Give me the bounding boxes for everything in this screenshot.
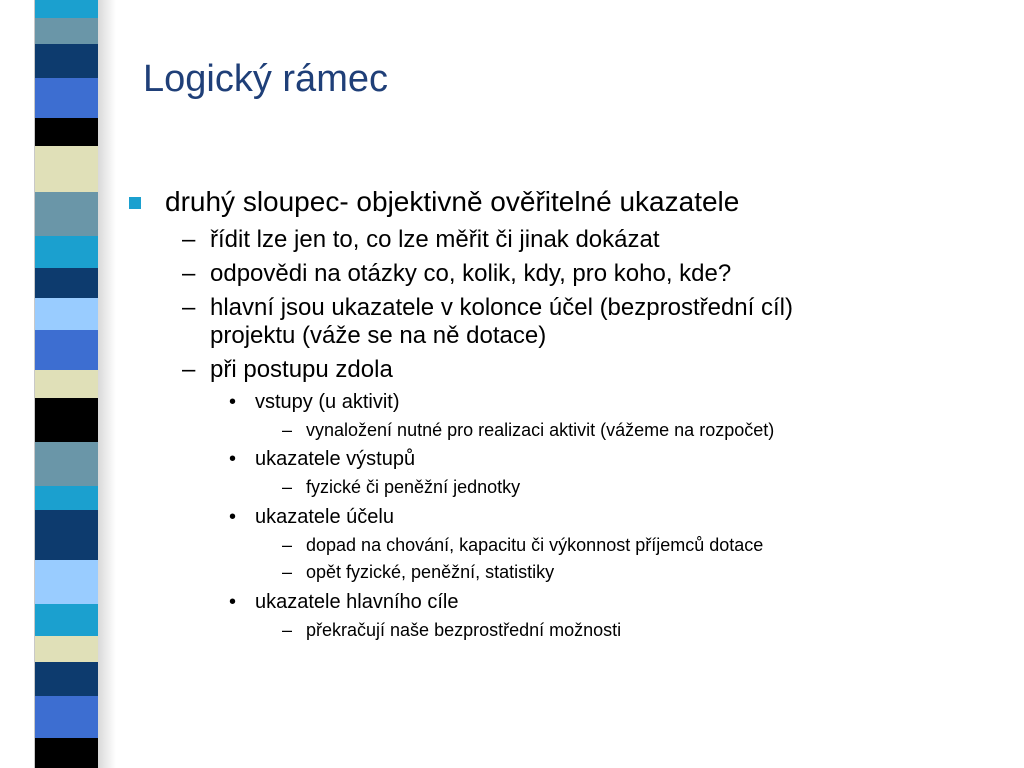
stripe-band (35, 330, 99, 370)
dot-bullet-icon: • (229, 591, 237, 613)
bullet-text: řídit lze jen to, co lze měřit či jinak dokázat (210, 226, 660, 253)
stripe-band (35, 486, 99, 510)
decorative-stripe (34, 0, 100, 768)
dash-bullet-icon: – (282, 535, 293, 555)
stripe-band (35, 298, 99, 330)
stripe-band (35, 738, 99, 768)
bullet-level-4 (282, 619, 622, 641)
stripe-band (35, 78, 99, 118)
bullet-text: fyzické či peněžní jednotky (306, 477, 521, 497)
stripe-band (35, 118, 99, 146)
bullet-text: odpovědi na otázky co, kolik, kdy, pro koho, kde? (210, 260, 732, 287)
stripe-band (35, 192, 99, 236)
dash-bullet-icon: – (182, 226, 196, 253)
bullet-level-3 (229, 505, 394, 529)
dash-bullet-icon: – (282, 562, 293, 582)
bullet-level-2 (182, 260, 732, 288)
bullet-level-4 (282, 476, 521, 498)
stripe-band (35, 442, 99, 486)
stripe-band (35, 146, 99, 192)
bullet-text: ukazatele výstupů (255, 448, 416, 470)
bullet-level-2 (182, 226, 660, 254)
bullet-text: překračují naše bezprostřední možnosti (306, 620, 622, 640)
dot-bullet-icon: • (229, 391, 237, 413)
stripe-band (35, 662, 99, 696)
dash-bullet-icon: – (282, 420, 293, 440)
bullet-level-1 (165, 186, 739, 218)
stripe-band (35, 236, 99, 268)
dash-bullet-icon: – (182, 260, 196, 287)
bullet-text: druhý sloupec- objektivně ověřitelné ukazatele (165, 186, 740, 217)
stripe-band (35, 0, 99, 18)
bullet-level-3 (229, 447, 416, 471)
dot-bullet-icon: • (229, 506, 237, 528)
dash-bullet-icon: – (282, 477, 293, 497)
stripe-band (35, 696, 99, 738)
dash-bullet-icon: – (282, 620, 293, 640)
dash-bullet-icon: – (182, 356, 196, 383)
stripe-band (35, 560, 99, 604)
stripe-shadow (98, 0, 116, 768)
bullet-text: vynaložení nutné pro realizaci aktivit (vážeme na rozpočet) (306, 420, 775, 440)
slide-title: Logický rámec (143, 58, 388, 100)
stripe-band (35, 510, 99, 560)
bullet-level-4 (282, 534, 764, 556)
dot-bullet-icon: • (229, 448, 237, 470)
bullet-level-2 (182, 294, 793, 350)
bullet-level-3 (229, 390, 400, 414)
stripe-band (35, 44, 99, 78)
bullet-text: ukazatele účelu (255, 506, 394, 528)
bullet-text: dopad na chování, kapacitu či výkonnost příjemců dotace (306, 535, 764, 555)
dash-bullet-icon: – (182, 294, 196, 321)
bullet-text: vstupy (u aktivit) (255, 391, 400, 413)
bullet-level-3 (229, 590, 459, 614)
stripe-band (35, 370, 99, 398)
square-bullet-icon (129, 197, 141, 209)
bullet-level-2 (182, 356, 393, 384)
stripe-band (35, 18, 99, 44)
bullet-level-4 (282, 419, 775, 441)
stripe-band (35, 398, 99, 442)
bullet-text: opět fyzické, peněžní, statistiky (306, 562, 555, 582)
bullet-text: při postupu zdola (210, 356, 393, 383)
bullet-text-continuation: projektu (váže se na ně dotace) (210, 322, 547, 349)
bullet-text: hlavní jsou ukazatele v kolonce účel (bezprostřední cíl) (210, 294, 793, 321)
stripe-band (35, 268, 99, 298)
bullet-level-4 (282, 561, 555, 583)
stripe-band (35, 604, 99, 636)
bullet-text: ukazatele hlavního cíle (255, 591, 459, 613)
stripe-band (35, 636, 99, 662)
